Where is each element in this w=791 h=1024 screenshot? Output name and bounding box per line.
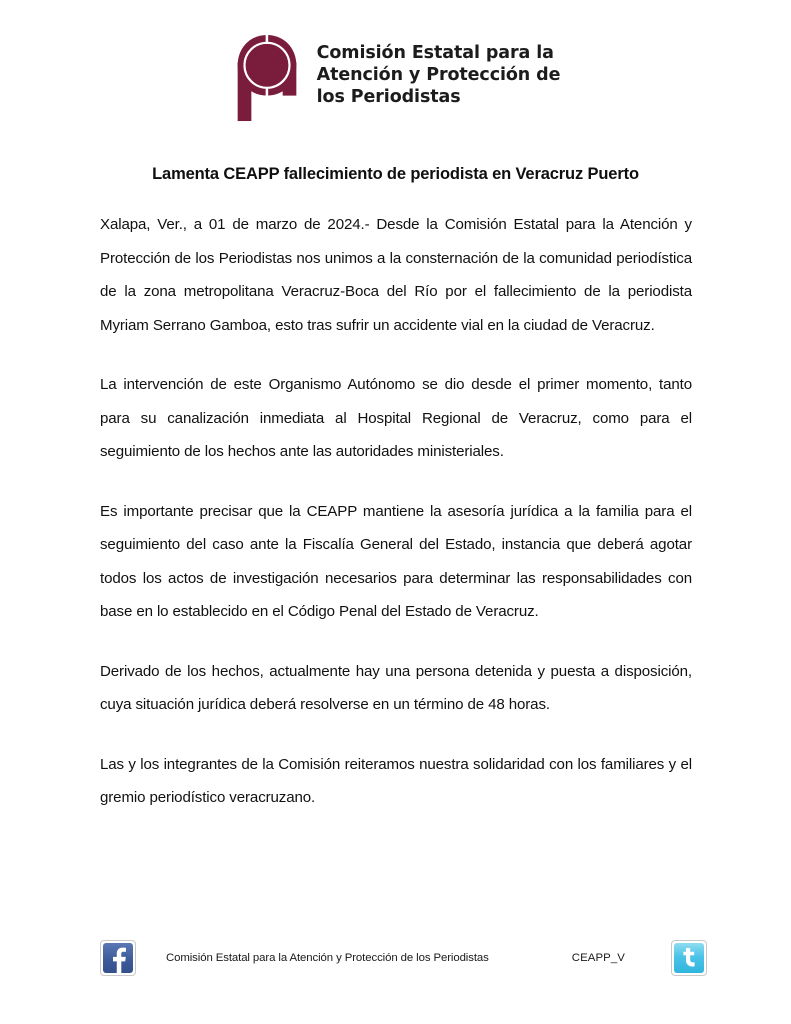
ceapp-monogram-icon bbox=[231, 33, 303, 123]
org-name-line-3: los Periodistas bbox=[316, 87, 461, 108]
document-body bbox=[100, 208, 692, 815]
organization-name bbox=[317, 33, 561, 108]
body-paragraph: Las y los integrantes de la Comisión reiteramos nuestra solidaridad con los familiares y el gremio periodístico veracruzano. bbox=[100, 755, 692, 806]
facebook-icon[interactable] bbox=[100, 940, 136, 976]
document-footer bbox=[100, 936, 707, 980]
body-paragraph: La intervención de este Organismo Autónomo se dio desde el primer momento, tanto para su canalización inmediata al Hospital Regional de Veracruz, como para el seguimiento de los hechos ante las autoridades ministeriales. bbox=[100, 376, 692, 460]
org-name-line-2: Atención y Protección de bbox=[316, 65, 561, 86]
facebook-page-name: Comisión Estatal para la Atención y Protección de los Periodistas bbox=[166, 952, 489, 964]
page-title: Lamenta CEAPP fallecimiento de periodista en Veracruz Puerto bbox=[152, 165, 639, 183]
org-name-line-1: Comisión Estatal para la bbox=[316, 43, 554, 63]
body-paragraph: Xalapa, Ver., a 01 de marzo de 2024.- Desde la Comisión Estatal para la Atención y Protección de los Periodistas nos unimos a la consternación de la comunidad periodística de la zona metropolitana Veracruz-Boca del Río por el fallecimiento de la periodista Myriam Serrano Gamboa, esto tras sufrir un accidente vial en la ciudad de Veracruz. bbox=[100, 216, 692, 334]
body-paragraph: Derivado de los hechos, actualmente hay una persona detenida y puesta a disposición, cuya situación jurídica deberá resolverse en un término de 48 horas. bbox=[100, 662, 692, 713]
twitter-handle: CEAPP_V bbox=[571, 952, 625, 964]
body-paragraph: Es importante precisar que la CEAPP mantiene la asesoría jurídica a la familia para el seguimiento del caso ante la Fiscalía General del Estado, instancia que deberá agotar todos los actos de investigación necesarios para determinar las responsabilidades con base en lo establecido en el Código Penal del Estado de Veracruz. bbox=[100, 502, 692, 620]
letterhead bbox=[0, 0, 791, 123]
twitter-icon[interactable] bbox=[671, 940, 707, 976]
